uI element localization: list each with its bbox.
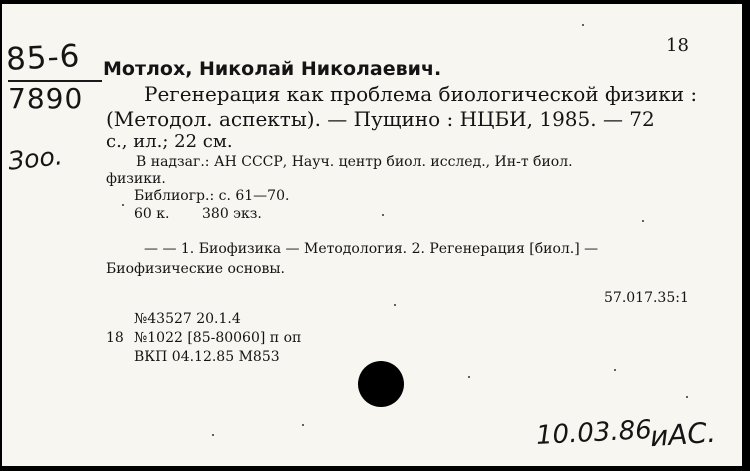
handwritten-call-number-top: 85-6 xyxy=(5,38,82,78)
registration-code-2: №1022 [85-80060] п оп xyxy=(134,330,302,346)
title-line-3: с., ил.; 22 см. xyxy=(106,131,233,152)
speck xyxy=(468,376,470,378)
bibliography: Библиогр.: с. 61—70. xyxy=(134,188,290,204)
card-punch-hole xyxy=(358,361,404,407)
speck xyxy=(642,220,644,222)
registration-code-2-number: 18 xyxy=(106,330,124,346)
price: 60 к. xyxy=(134,206,170,222)
title-line-2: (Методол. аспекты). — Пущино : НЦБИ, 1985. — 72 xyxy=(106,107,655,131)
registration-code-1: №43527 20.1.4 xyxy=(134,311,241,327)
speck xyxy=(582,24,584,26)
speck xyxy=(382,214,384,216)
handwritten-call-number-bottom: 7890 xyxy=(8,82,84,115)
catalog-card xyxy=(2,4,742,466)
registration-code-3: ВКП 04.12.85 М853 xyxy=(134,349,280,365)
note-line-2: физики. xyxy=(106,171,166,187)
speck xyxy=(212,434,214,436)
speck xyxy=(302,424,304,426)
speck xyxy=(394,304,396,306)
copies: 380 экз. xyxy=(202,206,262,222)
handwritten-mark: Зоо. xyxy=(6,141,64,176)
subjects-line-2: Биофизические основы. xyxy=(106,261,286,277)
author: Мотлох, Николай Николаевич. xyxy=(103,58,442,80)
card-number: 18 xyxy=(666,35,689,56)
speck xyxy=(686,396,688,398)
udc-index: 57.017.35:1 xyxy=(604,290,689,306)
subjects-line-1: — — 1. Биофизика — Методология. 2. Регенерация [биол.] — xyxy=(144,241,599,257)
speck xyxy=(122,204,124,206)
speck xyxy=(614,369,616,371)
handwritten-initials: иАС. xyxy=(648,415,717,454)
title-line-1: Регенерация как проблема биологической физики : xyxy=(144,82,698,106)
handwritten-date: 10.03.86 xyxy=(535,414,653,452)
note-line-1: В надзаг.: АН СССР, Науч. центр биол. исслед., Ин-т биол. xyxy=(136,154,573,170)
